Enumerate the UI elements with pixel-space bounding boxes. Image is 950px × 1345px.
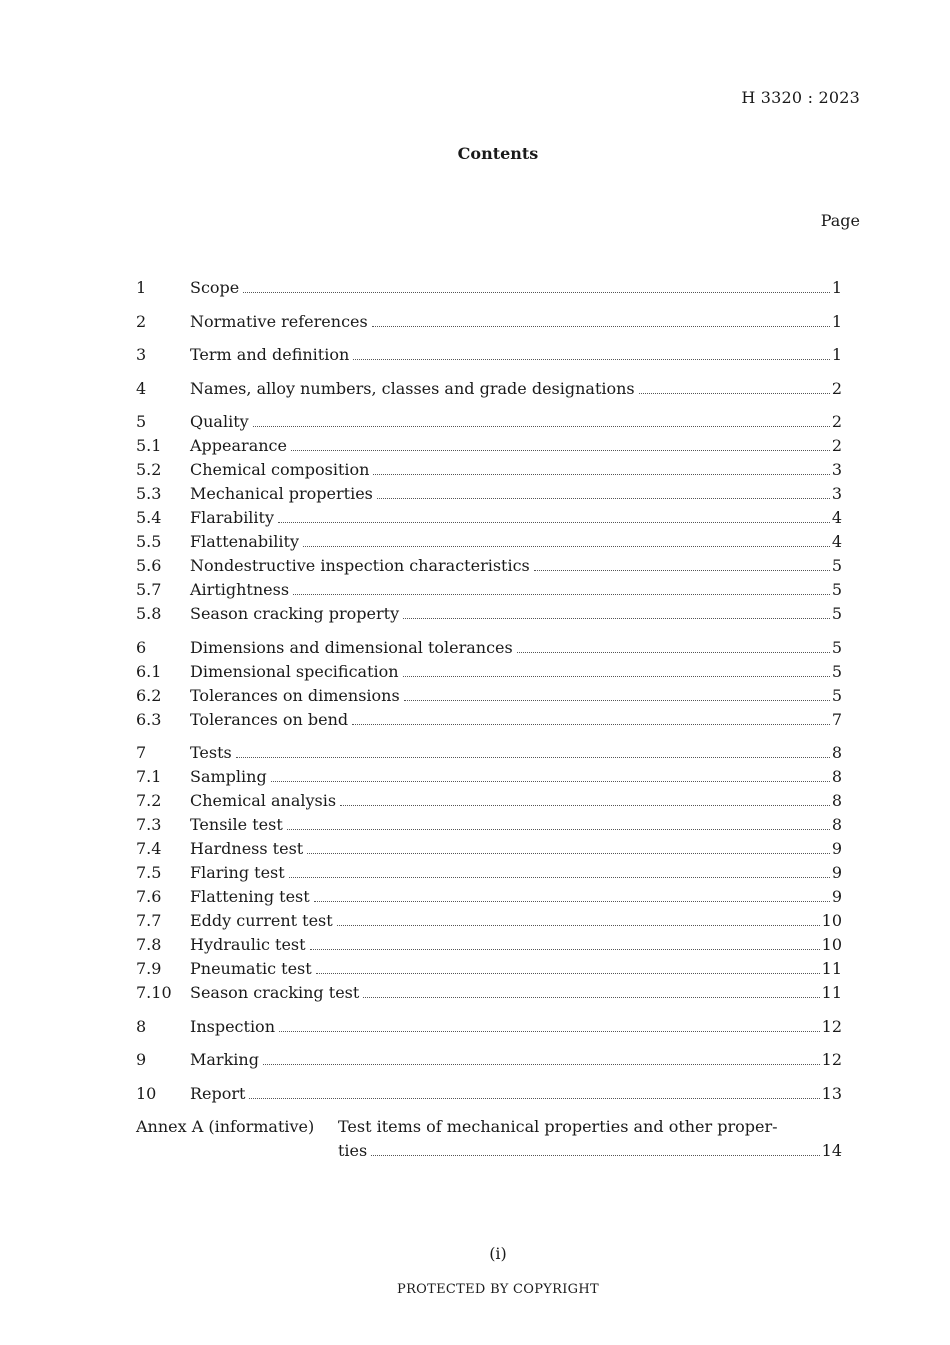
toc-entry-title: Pneumatic test xyxy=(190,959,312,978)
toc-entry[interactable] xyxy=(136,1082,842,1106)
toc-entry-title: Tolerances on bend xyxy=(190,709,349,729)
toc-entry-page: 13 xyxy=(821,1083,842,1103)
toc-entry-number: 6.3 xyxy=(136,709,162,729)
toc-entry-title: Dimensional specification xyxy=(190,661,399,681)
dot-leader xyxy=(279,1031,820,1032)
toc-entry-number: 7.7 xyxy=(136,911,162,930)
toc-entry-number: 7.8 xyxy=(136,935,162,954)
dot-leader xyxy=(249,1098,819,1099)
toc-entry-page: 5 xyxy=(831,604,842,623)
toc-entry-number: 5.4 xyxy=(136,508,162,527)
annex-title-line1: Test items of mechanical properties and other proper- xyxy=(338,1117,778,1136)
toc-entry[interactable] xyxy=(136,410,842,434)
dot-leader xyxy=(404,700,830,701)
dot-leader xyxy=(303,546,830,547)
toc-entry-page: 7 xyxy=(831,709,842,729)
toc-entry-title: Season cracking property xyxy=(190,604,400,623)
footer-page-number: (i) xyxy=(489,1244,507,1263)
toc-entry-title: Sampling xyxy=(190,767,267,786)
toc-entry[interactable] xyxy=(136,1015,842,1039)
toc-entry-page: 11 xyxy=(821,959,842,978)
toc-entry-title: Report xyxy=(190,1083,246,1103)
table-of-contents xyxy=(136,276,842,1163)
dot-leader xyxy=(236,757,830,758)
toc-group xyxy=(136,1082,842,1106)
toc-entry[interactable] xyxy=(136,708,842,732)
toc-entry-page: 9 xyxy=(831,863,842,882)
toc-entry[interactable] xyxy=(136,482,842,506)
toc-entry-page: 5 xyxy=(831,637,842,657)
toc-entry-title: Season cracking test xyxy=(190,983,360,1002)
toc-entry-page: 4 xyxy=(831,532,842,551)
dot-leader xyxy=(363,997,819,998)
toc-entry-number: 5.6 xyxy=(136,556,162,575)
toc-entry-page: 8 xyxy=(831,791,842,810)
contents-title: Contents xyxy=(457,144,539,163)
toc-entry-title: Chemical composition xyxy=(190,460,370,479)
toc-entry-number: 9 xyxy=(136,1050,147,1069)
toc-entry-number: 7 xyxy=(136,743,147,762)
toc-entry-page: 5 xyxy=(831,556,842,575)
toc-entry-title: Flarability xyxy=(190,508,275,527)
toc-entry-page: 9 xyxy=(831,887,842,906)
toc-entry[interactable] xyxy=(136,909,842,933)
toc-entry[interactable] xyxy=(136,861,842,885)
toc-entry-page: 3 xyxy=(831,484,842,503)
copyright-notice: PROTECTED BY COPYRIGHT xyxy=(397,1282,599,1297)
toc-entry[interactable] xyxy=(136,530,842,554)
toc-entry-title: Flattening test xyxy=(190,887,310,906)
toc-entry-number: 5.5 xyxy=(136,532,162,551)
annex-label: Annex A (informative) xyxy=(136,1117,315,1136)
toc-entry[interactable] xyxy=(136,506,842,530)
toc-entry[interactable] xyxy=(136,276,842,300)
toc-group xyxy=(136,377,842,401)
toc-entry[interactable] xyxy=(136,434,842,458)
toc-entry[interactable] xyxy=(136,310,842,334)
dot-leader xyxy=(289,877,830,878)
toc-group xyxy=(136,1015,842,1039)
toc-entry-title: Tests xyxy=(190,743,232,762)
page-column-label: Page xyxy=(820,211,860,230)
toc-entry-title: Dimensions and dimensional tolerances xyxy=(190,637,513,657)
toc-entry[interactable] xyxy=(136,377,842,401)
toc-entry[interactable] xyxy=(136,933,842,957)
toc-entry-title: Hardness test xyxy=(190,839,304,858)
toc-entry-page: 5 xyxy=(831,685,842,705)
toc-entry-page: 1 xyxy=(831,311,842,331)
toc-entry-page: 8 xyxy=(831,815,842,834)
toc-group xyxy=(136,343,842,367)
toc-entry-number: 3 xyxy=(136,345,147,364)
toc-entry-page: 10 xyxy=(821,935,842,954)
dot-leader xyxy=(373,474,829,475)
toc-entry-page: 11 xyxy=(821,983,842,1002)
toc-entry-page: 10 xyxy=(821,911,842,930)
toc-entry-title: Names, alloy numbers, classes and grade designations xyxy=(190,378,635,398)
dot-leader xyxy=(337,925,820,926)
toc-entry[interactable] xyxy=(136,981,842,1005)
toc-entry-title: Inspection xyxy=(190,1016,275,1036)
toc-entry-number: 7.3 xyxy=(136,815,162,834)
toc-entry[interactable] xyxy=(136,765,842,789)
dot-leader xyxy=(340,805,830,806)
toc-entry-number: 2 xyxy=(136,311,147,331)
toc-entry-title: Marking xyxy=(190,1050,259,1069)
toc-entry[interactable] xyxy=(136,636,842,660)
dot-leader xyxy=(314,901,830,902)
dot-leader xyxy=(293,594,830,595)
toc-group xyxy=(136,1048,842,1072)
toc-entry[interactable] xyxy=(136,554,842,578)
toc-entry[interactable] xyxy=(136,813,842,837)
toc-entry-page: 12 xyxy=(821,1016,842,1036)
dot-leader xyxy=(517,652,830,653)
toc-entry-title: Appearance xyxy=(190,436,287,455)
toc-entry-page: 9 xyxy=(831,839,842,858)
dot-leader xyxy=(287,829,830,830)
toc-entry-number: 6.1 xyxy=(136,661,162,681)
toc-entry-number: 7.10 xyxy=(136,983,172,1002)
toc-entry[interactable] xyxy=(136,885,842,909)
toc-group xyxy=(136,276,842,300)
toc-entry-number: 5.3 xyxy=(136,484,162,503)
toc-entry-number: 7.1 xyxy=(136,767,162,786)
toc-group xyxy=(136,636,842,732)
toc-entry-title: Term and definition xyxy=(190,345,350,364)
toc-entry[interactable] xyxy=(136,957,842,981)
toc-group xyxy=(136,741,842,1005)
toc-entry-title: Normative references xyxy=(190,311,368,331)
dot-leader xyxy=(243,292,830,293)
toc-entry-title: Flattenability xyxy=(190,532,299,551)
toc-entry[interactable] xyxy=(136,343,842,367)
toc-entry-number: 5.8 xyxy=(136,604,162,623)
dot-leader xyxy=(353,359,830,360)
toc-entry-title: Chemical analysis xyxy=(190,791,337,810)
toc-entry-number: 7.2 xyxy=(136,791,162,810)
toc-entry-title: Tolerances on dimensions xyxy=(190,685,400,705)
toc-entry[interactable] xyxy=(136,660,842,684)
toc-entry-page: 1 xyxy=(831,278,842,297)
dot-leader xyxy=(377,498,830,499)
toc-entry[interactable] xyxy=(136,684,842,708)
toc-entry-page: 1 xyxy=(831,345,842,364)
toc-entry-number: 5 xyxy=(136,412,147,431)
toc-entry[interactable] xyxy=(136,1048,842,1072)
toc-entry-number: 5.7 xyxy=(136,580,162,599)
toc-entry-number: 7.6 xyxy=(136,887,162,906)
dot-leader xyxy=(253,426,830,427)
dot-leader xyxy=(271,781,830,782)
toc-entry-title: Airtightness xyxy=(190,580,290,599)
toc-entry-number: 7.9 xyxy=(136,959,162,978)
toc-entry-page: 5 xyxy=(831,661,842,681)
dot-leader xyxy=(307,853,830,854)
annex-title-line2: ties xyxy=(338,1141,368,1160)
dot-leader xyxy=(316,973,820,974)
toc-entry-number: 10 xyxy=(136,1083,157,1103)
toc-entry[interactable] xyxy=(136,837,842,861)
dot-leader xyxy=(403,618,830,619)
dot-leader xyxy=(263,1064,820,1065)
toc-entry-page: 2 xyxy=(831,412,842,431)
toc-entry-title: Tensile test xyxy=(190,815,283,834)
dot-leader xyxy=(371,1155,819,1156)
dot-leader xyxy=(639,393,830,394)
toc-entry-page: 5 xyxy=(831,580,842,599)
annex-page-number: 14 xyxy=(821,1141,842,1160)
toc-entry-number: 6.2 xyxy=(136,685,162,705)
toc-entry-page: 4 xyxy=(831,508,842,527)
toc-entry-page: 2 xyxy=(831,378,842,398)
toc-entry-number: 5.1 xyxy=(136,436,162,455)
toc-entry[interactable] xyxy=(136,578,842,602)
dot-leader xyxy=(352,724,830,725)
toc-entry-page: 3 xyxy=(831,460,842,479)
dot-leader xyxy=(372,326,830,327)
dot-leader xyxy=(310,949,820,950)
dot-leader xyxy=(291,450,830,451)
toc-entry-page: 8 xyxy=(831,767,842,786)
toc-entry-page: 12 xyxy=(821,1050,842,1069)
annex-entry[interactable] xyxy=(136,1115,842,1163)
dot-leader xyxy=(534,570,830,571)
toc-entry-number: 7.5 xyxy=(136,863,162,882)
toc-entry-number: 6 xyxy=(136,637,147,657)
toc-entry-number: 8 xyxy=(136,1016,147,1036)
toc-entry-title: Eddy current test xyxy=(190,911,333,930)
toc-entry-number: 7.4 xyxy=(136,839,162,858)
toc-entry-title: Nondestructive inspection characteristics xyxy=(190,556,530,575)
toc-entry-title: Mechanical properties xyxy=(190,484,373,503)
document-number: H 3320 : 2023 xyxy=(741,88,860,107)
dot-leader xyxy=(403,676,830,677)
toc-group xyxy=(136,310,842,334)
toc-entry-title: Quality xyxy=(190,412,249,431)
toc-entry[interactable] xyxy=(136,602,842,626)
toc-entry-title: Hydraulic test xyxy=(190,935,306,954)
toc-entry-title: Flaring test xyxy=(190,863,285,882)
toc-entry-page: 8 xyxy=(831,743,842,762)
toc-entry-page: 2 xyxy=(831,436,842,455)
toc-entry-title: Scope xyxy=(190,278,240,297)
toc-group xyxy=(136,410,842,626)
toc-entry[interactable] xyxy=(136,741,842,765)
toc-entry[interactable] xyxy=(136,458,842,482)
toc-entry[interactable] xyxy=(136,789,842,813)
dot-leader xyxy=(278,522,830,523)
toc-entry-number: 4 xyxy=(136,378,147,398)
toc-entry-number: 5.2 xyxy=(136,460,162,479)
toc-entry-number: 1 xyxy=(136,278,147,297)
